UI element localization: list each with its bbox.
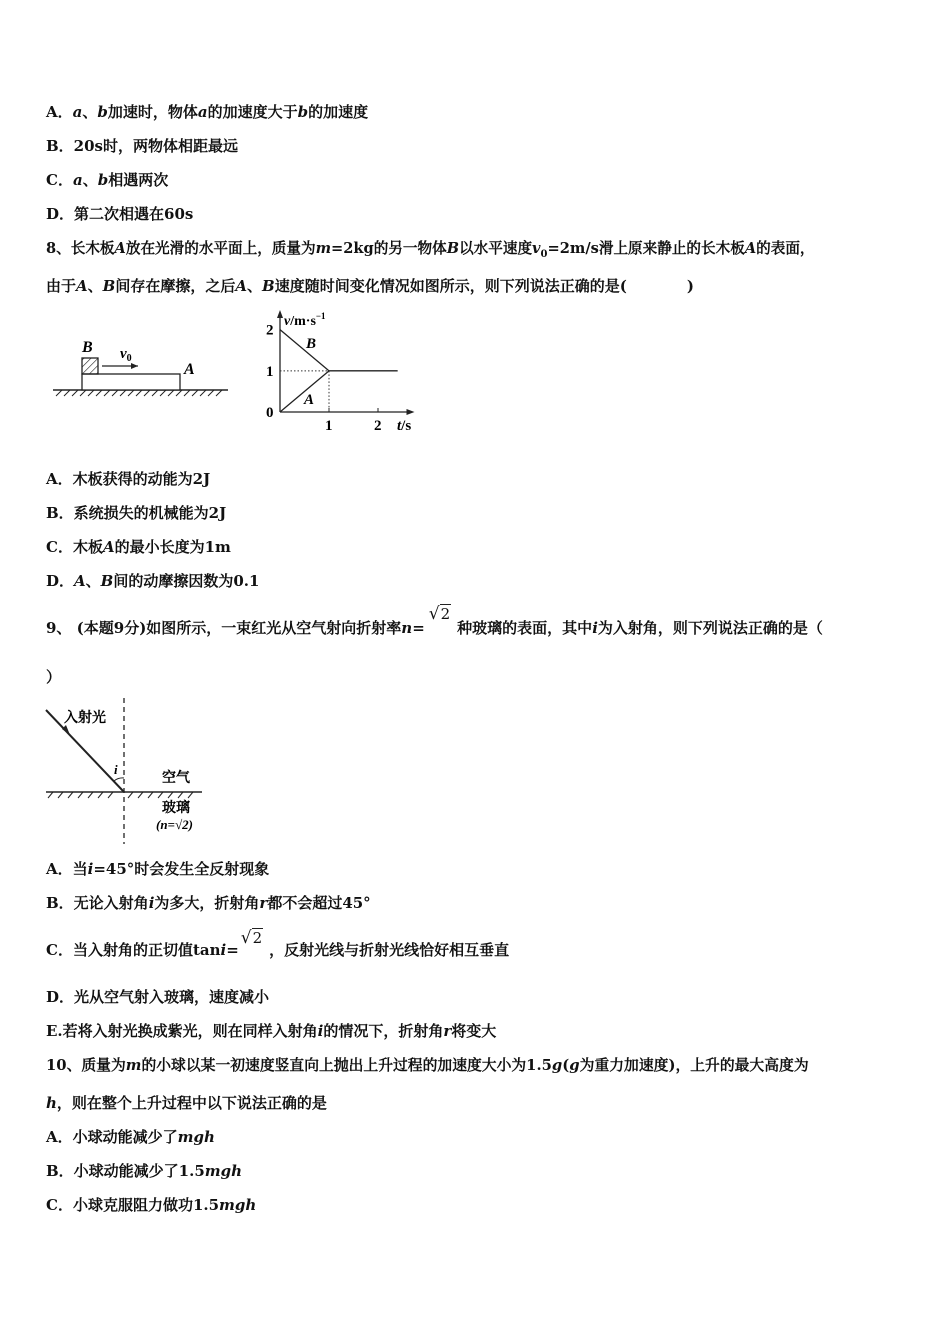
q10-option-c <box>46 1195 256 1215</box>
var: A <box>76 277 88 295</box>
vt-chart <box>258 308 428 440</box>
var: mgh <box>177 1128 215 1146</box>
radicand: 2 <box>252 929 263 947</box>
text: E.若将入射光换成紫光，则在同样入射角 <box>46 1022 318 1040</box>
angle-arc <box>114 778 124 781</box>
refraction-diagram <box>44 696 214 846</box>
text: ，反射光线与折射光线恰好相互垂直 <box>269 941 510 959</box>
text: 的最小长度为1m <box>114 538 231 556</box>
var: B <box>102 277 116 295</box>
var: n <box>401 619 413 637</box>
label-a: A <box>184 361 195 378</box>
var: A <box>744 240 757 257</box>
var: b <box>97 171 109 189</box>
var: a <box>197 103 208 121</box>
var: r <box>443 1022 452 1040</box>
text: =2kg的另一物体 <box>331 240 447 257</box>
var: a <box>72 103 83 121</box>
q9-option-e <box>46 1021 496 1041</box>
x-unit: /s <box>401 418 412 434</box>
var: b <box>97 103 108 121</box>
text: C．小球克服阻力做功1.5 <box>46 1196 220 1214</box>
air-label: 空气 <box>162 771 190 786</box>
q10-stem-line2 <box>46 1093 327 1113</box>
glass-label: 玻璃 <box>162 801 190 816</box>
text: = <box>226 941 239 959</box>
q8-stem-line2 <box>46 276 694 296</box>
q9-option-d: D．光从空气射入玻璃，速度减小 <box>46 988 270 1006</box>
text: = <box>412 619 425 637</box>
text: 、 <box>247 277 263 295</box>
q7-option-a <box>46 102 368 122</box>
label-v0 <box>120 346 132 364</box>
y-axis-arrow-icon <box>277 310 283 318</box>
sqrt-2 <box>241 928 263 948</box>
interface-hatch <box>48 792 193 798</box>
series-label-b: B <box>306 336 317 352</box>
series-line-b <box>280 330 398 371</box>
q8-option-a: A．木板获得的动能为2J <box>46 470 211 488</box>
x-axis-label <box>397 418 411 434</box>
y-axis-label <box>284 311 326 329</box>
text: 间存在摩擦，之后 <box>115 277 236 295</box>
angle-label: i <box>114 762 118 777</box>
subscript: 0 <box>540 248 548 260</box>
text: 的小球以某一初速度竖直向上抛出上升过程的加速度大小为1.5 <box>141 1057 552 1074</box>
var: mgh <box>204 1162 243 1180</box>
var: mgh <box>219 1196 257 1214</box>
y-unit: /m·s <box>290 314 316 329</box>
text: 的加速度大于 <box>207 103 298 121</box>
text: 为入射角，则下列说法正确的是（ <box>597 619 823 637</box>
y-tick-label: 1 <box>266 363 274 380</box>
q7-option-d: D．第二次相遇在60s <box>46 205 194 223</box>
text: 的加速度 <box>308 103 369 121</box>
var: a <box>72 171 83 189</box>
text: =45°时会发生全反射现象 <box>93 860 270 878</box>
text: 9、 (本题9分)如图所示，一束红光从空气射向折射率 <box>46 619 402 637</box>
board-a <box>82 374 180 390</box>
q9-option-c <box>46 928 510 960</box>
y-exp: −1 <box>315 311 326 321</box>
var: i <box>220 941 227 959</box>
y-var: v <box>284 314 291 329</box>
q10-option-a <box>46 1127 215 1147</box>
var: g <box>551 1057 563 1074</box>
var: m <box>125 1057 142 1074</box>
var: h <box>46 1094 57 1112</box>
q9-stem-line1 <box>46 604 823 638</box>
text: 、 <box>82 171 98 189</box>
text: 、 <box>85 572 101 590</box>
text: 相遇两次 <box>108 171 169 189</box>
y-tick-label: 2 <box>266 322 274 339</box>
text: B．无论入射角 <box>46 894 149 912</box>
series-label-a: A <box>304 392 315 408</box>
x-tick-label: 1 <box>325 418 333 434</box>
var: g <box>569 1057 580 1074</box>
block-b <box>82 358 98 374</box>
x-tick-label: 2 <box>374 418 382 434</box>
radical-icon: √ <box>428 604 440 624</box>
chart-marks <box>280 330 398 412</box>
text: B．小球动能减少了1.5 <box>46 1162 205 1180</box>
radicand: 2 <box>440 605 451 623</box>
text: 为重力加速度)，上升的最大高度为 <box>579 1057 809 1074</box>
var: b <box>297 103 309 121</box>
var: A <box>114 240 126 257</box>
text: ( <box>562 1057 570 1074</box>
var: B <box>100 572 114 590</box>
text: 速度随时间变化情况如图所示，则下列说法正确的是( ) <box>274 277 694 295</box>
series-line-a <box>280 371 398 412</box>
sqrt-2 <box>429 604 451 624</box>
var: m <box>315 240 332 257</box>
q7-option-b: B．20s时，两物体相距最远 <box>46 137 238 155</box>
text: ，则在整个上升过程中以下说法正确的是 <box>56 1094 327 1112</box>
text: 为多大，折射角 <box>154 894 260 912</box>
text: 将变大 <box>451 1022 497 1040</box>
var: i <box>317 1022 324 1040</box>
text: C． <box>46 171 73 189</box>
ray-arrow-icon <box>62 725 70 735</box>
y-tick-label: 0 <box>266 405 274 421</box>
q7-option-c <box>46 170 168 190</box>
text: 以水平速度 <box>459 240 533 257</box>
sub: 0 <box>126 353 132 364</box>
text: 都不会超过45° <box>267 894 371 912</box>
text: 、 <box>87 277 103 295</box>
var: A <box>74 572 86 590</box>
text: 加速时，物体 <box>107 103 198 121</box>
q10-option-b <box>46 1161 242 1181</box>
text: C．木板 <box>46 538 103 556</box>
text: D． <box>46 572 75 590</box>
label-b: B <box>82 339 93 356</box>
q8-option-b: B．系统损失的机械能为2J <box>46 504 227 522</box>
q9-option-a <box>46 859 269 879</box>
x-var: t <box>397 418 402 434</box>
var: i <box>148 894 155 912</box>
text: 8、长木板 <box>46 240 115 257</box>
var: A <box>102 538 115 556</box>
arrow-head-icon <box>131 363 138 369</box>
incident-label: 入射光 <box>64 711 106 726</box>
text: 的表面， <box>756 240 815 257</box>
text: A．当 <box>46 860 88 878</box>
var: A <box>235 277 248 295</box>
x-axis-arrow-icon <box>407 409 415 415</box>
text: A．小球动能减少了 <box>46 1128 178 1146</box>
text: C．当入射角的正切值tan <box>46 941 221 959</box>
q9-option-b <box>46 893 371 913</box>
text: 由于 <box>46 277 77 295</box>
index-label: (n=√2) <box>156 817 193 832</box>
text: 放在光滑的水平面上，质量为 <box>125 240 316 257</box>
var: i <box>87 860 94 878</box>
board-block-diagram <box>48 330 233 400</box>
q8-stem-line1 <box>46 239 815 265</box>
text: 种玻璃的表面，其中 <box>457 619 593 637</box>
text: =2m/s滑上原来静止的长木板 <box>547 240 745 257</box>
radical-icon: √ <box>240 928 252 948</box>
var: i <box>592 619 598 637</box>
q8-option-d <box>46 571 259 591</box>
v: v <box>120 346 127 362</box>
text: 的情况下，折射角 <box>323 1022 444 1040</box>
var: B <box>262 277 275 295</box>
text: 、 <box>82 103 98 121</box>
var: B <box>446 240 460 257</box>
q8-option-c <box>46 537 231 557</box>
q10-stem-line1 <box>46 1056 809 1076</box>
text: 10、质量为 <box>46 1057 126 1074</box>
text: A． <box>46 103 73 121</box>
q9-stem-line2: ） <box>46 668 62 686</box>
var: r <box>259 894 268 912</box>
text: 间的动摩擦因数为0.1 <box>113 572 260 590</box>
var: v <box>532 240 541 257</box>
ground-hatch <box>56 390 222 396</box>
